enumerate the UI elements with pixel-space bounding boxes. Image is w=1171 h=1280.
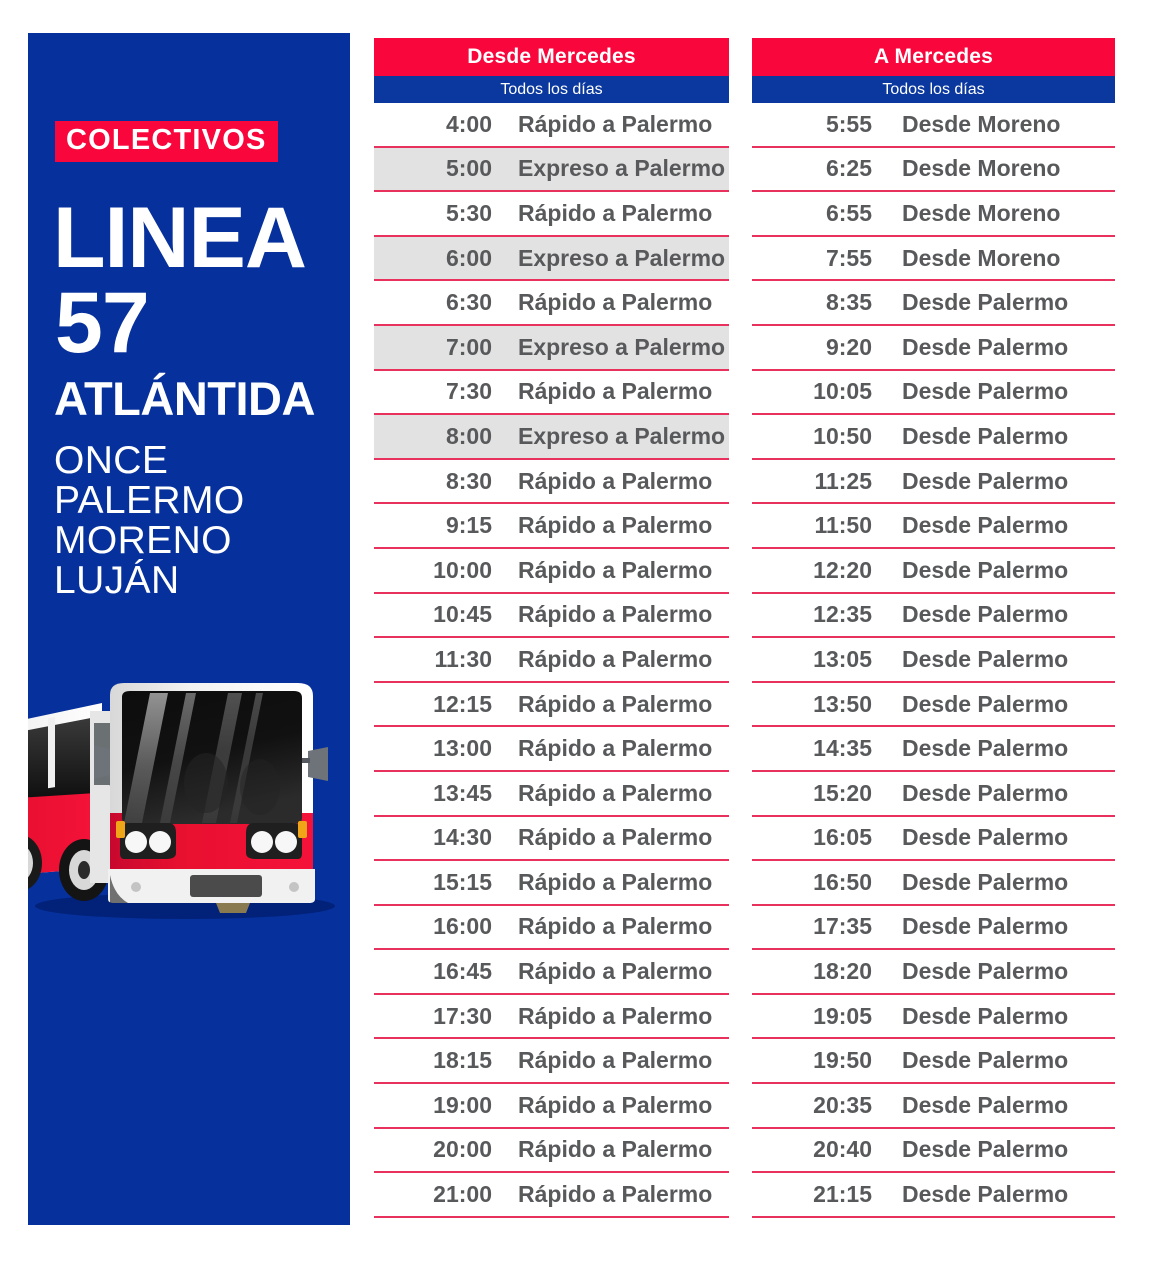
table-row (752, 817, 1115, 862)
departure-time: 17:30 (433, 1002, 492, 1029)
table-row (374, 504, 729, 549)
service-destination: Desde Palermo (902, 422, 1069, 449)
table-row (752, 1173, 1115, 1218)
table-row (374, 371, 729, 416)
departure-time: 21:00 (433, 1181, 492, 1208)
departure-time: 13:00 (433, 735, 492, 762)
departure-time: 9:15 (445, 512, 492, 539)
line-number-label: 57 (55, 275, 149, 371)
table-row (374, 326, 729, 371)
departure-time: 14:30 (433, 824, 492, 851)
table-row (374, 415, 729, 460)
departure-time: 6:25 (825, 155, 872, 182)
table-row (374, 1173, 729, 1218)
departure-time: 10:45 (433, 601, 492, 628)
schedule-rows-outbound (374, 103, 729, 1218)
colectivos-badge: COLECTIVOS (55, 121, 278, 162)
service-destination: Desde Palermo (902, 779, 1069, 806)
table-row (752, 504, 1115, 549)
table-row (374, 995, 729, 1040)
service-destination: Desde Palermo (902, 289, 1069, 316)
table-row (374, 727, 729, 772)
departure-time: 11:25 (814, 467, 872, 494)
departure-time: 18:15 (433, 1047, 492, 1074)
service-destination: Desde Palermo (902, 601, 1069, 628)
departure-time: 6:30 (445, 289, 492, 316)
departure-time: 17:35 (813, 913, 872, 940)
service-destination: Desde Palermo (902, 378, 1069, 405)
departure-time: 13:05 (813, 645, 872, 672)
table-row (752, 415, 1115, 460)
table-row (752, 1129, 1115, 1174)
service-destination: Expreso a Palermo (518, 244, 726, 271)
departure-time: 19:05 (813, 1002, 872, 1029)
table-row (752, 727, 1115, 772)
table-row (752, 638, 1115, 683)
table-row (374, 950, 729, 995)
table-row (752, 683, 1115, 728)
departure-time: 5:55 (825, 110, 872, 137)
service-destination: Desde Palermo (902, 690, 1069, 717)
line-word-label: LINEA (53, 190, 306, 286)
departure-time: 11:50 (814, 512, 872, 539)
service-destination: Rápido a Palermo (518, 958, 713, 985)
bus-illustration (28, 663, 350, 928)
table-row (752, 861, 1115, 906)
service-destination: Rápido a Palermo (518, 556, 713, 583)
table-row (752, 371, 1115, 416)
line-company-label: ATLÁNTIDA (54, 372, 315, 425)
destination-item: PALERMO (54, 479, 245, 523)
service-destination: Rápido a Palermo (518, 913, 713, 940)
departure-time: 12:20 (813, 556, 872, 583)
table-row (374, 1039, 729, 1084)
service-destination: Desde Palermo (902, 1181, 1069, 1208)
table-row (752, 594, 1115, 639)
schedule-rows-inbound (752, 103, 1115, 1218)
table-row (374, 638, 729, 683)
departure-time: 16:00 (433, 913, 492, 940)
service-destination: Rápido a Palermo (518, 735, 713, 762)
departure-time: 8:35 (825, 289, 872, 316)
table-row (374, 861, 729, 906)
table-subtitle-inbound: Todos los días (752, 76, 1115, 103)
destination-item: MORENO (54, 519, 232, 563)
table-row (752, 1084, 1115, 1129)
departure-time: 10:00 (433, 556, 492, 583)
departure-time: 10:50 (813, 422, 872, 449)
service-destination: Desde Moreno (902, 110, 1061, 137)
table-row (374, 817, 729, 862)
table-row (374, 281, 729, 326)
departure-time: 10:05 (813, 378, 872, 405)
departure-time: 6:55 (825, 199, 872, 226)
service-destination: Rápido a Palermo (518, 378, 713, 405)
service-destination: Expreso a Palermo (518, 422, 726, 449)
service-destination: Desde Palermo (902, 1047, 1069, 1074)
table-row (752, 1039, 1115, 1084)
departure-time: 16:05 (813, 824, 872, 851)
service-destination: Expreso a Palermo (518, 333, 726, 360)
service-destination: Rápido a Palermo (518, 1181, 713, 1208)
departure-time: 18:20 (813, 958, 872, 985)
line-info-sidebar (28, 33, 350, 1225)
departure-time: 15:20 (813, 779, 872, 806)
service-destination: Desde Palermo (902, 645, 1069, 672)
departure-time: 6:00 (445, 244, 492, 271)
table-row (374, 237, 729, 282)
table-row (752, 772, 1115, 817)
departure-time: 8:30 (445, 467, 492, 494)
destination-item: ONCE (54, 439, 169, 482)
service-destination: Rápido a Palermo (518, 601, 713, 628)
service-destination: Desde Palermo (902, 512, 1069, 539)
service-destination: Rápido a Palermo (518, 467, 713, 494)
table-row (374, 772, 729, 817)
service-destination: Rápido a Palermo (518, 512, 713, 539)
table-row (374, 906, 729, 951)
departure-time: 19:00 (433, 1091, 492, 1118)
service-destination: Desde Palermo (902, 333, 1069, 360)
departure-time: 21:15 (813, 1181, 872, 1208)
table-row (752, 237, 1115, 282)
service-destination: Rápido a Palermo (518, 199, 713, 226)
service-destination: Rápido a Palermo (518, 690, 713, 717)
departure-time: 16:50 (813, 868, 872, 895)
service-destination: Rápido a Palermo (518, 1091, 713, 1118)
departure-time: 4:00 (445, 110, 492, 137)
schedule-table-inbound (752, 38, 1115, 1218)
departure-time: 12:15 (433, 690, 492, 717)
table-row (374, 1084, 729, 1129)
departure-time: 13:50 (813, 690, 872, 717)
table-row (752, 950, 1115, 995)
service-destination: Desde Palermo (902, 467, 1069, 494)
destination-item: LUJÁN (54, 559, 180, 603)
service-destination: Expreso a Palermo (518, 155, 726, 182)
service-destination: Desde Moreno (902, 244, 1061, 271)
table-row (374, 192, 729, 237)
departure-time: 16:45 (433, 958, 492, 985)
service-destination: Rápido a Palermo (518, 868, 713, 895)
schedule-table-outbound (374, 38, 729, 1218)
service-destination: Desde Moreno (902, 155, 1061, 182)
table-row (374, 460, 729, 505)
departure-time: 13:45 (433, 779, 492, 806)
table-subtitle-outbound: Todos los días (374, 76, 729, 103)
service-destination: Desde Moreno (902, 199, 1061, 226)
table-row (752, 906, 1115, 951)
departure-time: 14:35 (813, 735, 872, 762)
departure-time: 20:35 (813, 1091, 872, 1118)
service-destination: Desde Palermo (902, 735, 1069, 762)
table-row (752, 192, 1115, 237)
departure-time: 9:20 (825, 333, 872, 360)
departure-time: 15:15 (433, 868, 492, 895)
service-destination: Desde Palermo (902, 913, 1069, 940)
table-row (752, 148, 1115, 193)
departure-time: 7:00 (445, 333, 492, 360)
departure-time: 5:30 (445, 199, 492, 226)
service-destination: Rápido a Palermo (518, 1136, 713, 1163)
service-destination: Rápido a Palermo (518, 1047, 713, 1074)
table-row (752, 326, 1115, 371)
table-title-outbound: Desde Mercedes (374, 38, 729, 76)
table-title-inbound: A Mercedes (752, 38, 1115, 76)
destination-list (54, 441, 245, 602)
service-destination: Desde Palermo (902, 1136, 1069, 1163)
departure-time: 20:40 (813, 1136, 872, 1163)
table-row (752, 460, 1115, 505)
table-row (374, 148, 729, 193)
departure-time: 20:00 (433, 1136, 492, 1163)
service-destination: Desde Palermo (902, 1091, 1069, 1118)
departure-time: 7:30 (445, 378, 492, 405)
departure-time: 19:50 (813, 1047, 872, 1074)
table-row (374, 683, 729, 728)
service-destination: Rápido a Palermo (518, 289, 713, 316)
departure-time: 8:00 (445, 422, 492, 449)
service-destination: Rápido a Palermo (518, 779, 713, 806)
service-destination: Rápido a Palermo (518, 645, 713, 672)
table-row (374, 103, 729, 148)
service-destination: Desde Palermo (902, 824, 1069, 851)
service-destination: Desde Palermo (902, 1002, 1069, 1029)
departure-time: 12:35 (813, 601, 872, 628)
table-row (374, 549, 729, 594)
table-row (752, 995, 1115, 1040)
table-row (752, 281, 1115, 326)
service-destination: Rápido a Palermo (518, 824, 713, 851)
service-destination: Rápido a Palermo (518, 110, 713, 137)
departure-time: 5:00 (445, 155, 492, 182)
departure-time: 7:55 (825, 244, 872, 271)
departure-time: 11:30 (434, 645, 492, 672)
table-row (374, 594, 729, 639)
table-row (752, 103, 1115, 148)
table-row (752, 549, 1115, 594)
service-destination: Desde Palermo (902, 868, 1069, 895)
service-destination: Rápido a Palermo (518, 1002, 713, 1029)
table-row (374, 1129, 729, 1174)
service-destination: Desde Palermo (902, 958, 1069, 985)
service-destination: Desde Palermo (902, 556, 1069, 583)
